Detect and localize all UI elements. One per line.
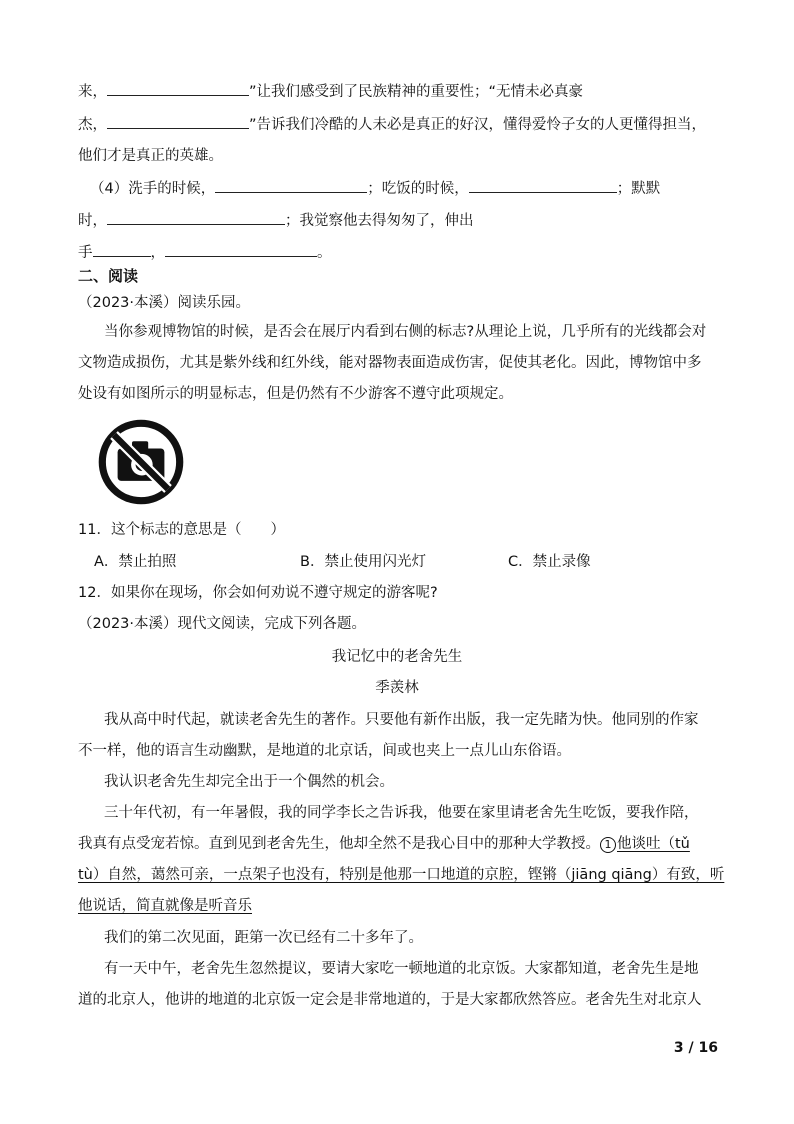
q4-text: ；默默 bbox=[616, 181, 661, 197]
no-camera-sign-icon bbox=[96, 417, 186, 507]
answer-blank[interactable] bbox=[215, 178, 367, 193]
q11-option-c[interactable]: C．禁止录像 bbox=[508, 554, 591, 570]
paragraph-line: 三十年代初，有一年暑假，我的同学李长之告诉我，他要在家里请老舍先生吃饭，要我作陪， bbox=[104, 805, 699, 821]
q4-text: 手 bbox=[78, 245, 93, 261]
q4-text: ；我觉察他去得匆匆了，伸出 bbox=[285, 213, 474, 229]
underlined-line: 他说话，简直就像是听音乐 bbox=[78, 898, 252, 914]
underlined-text: 他谈吐（tǔ bbox=[617, 836, 690, 852]
q4-text: 时， bbox=[78, 213, 107, 229]
paragraph-line: 文物造成损伤，尤其是紫外线和红外线，能对器物表面造成伤害，促使其老化。因此，博物馆中多 bbox=[78, 355, 702, 371]
paragraph-line: 处设有如图所示的明显标志，但是仍然有不少游客不遵守此项规定。 bbox=[78, 386, 513, 402]
q4-text: ；吃饭的时候， bbox=[367, 181, 469, 197]
q3-line1-text: 来， bbox=[78, 84, 107, 100]
q4-line-2 bbox=[78, 210, 474, 231]
q4-text: 。 bbox=[317, 245, 332, 261]
q11-stem: 11．这个标志的意思是（ ） bbox=[78, 522, 285, 538]
q4-line-1 bbox=[90, 178, 660, 199]
paragraph-line bbox=[78, 834, 690, 854]
section-title: 二、阅读 bbox=[78, 267, 139, 285]
q12-stem: 12．如果你在现场，你会如何劝说不遵守规定的游客呢? bbox=[78, 585, 438, 601]
answer-blank[interactable] bbox=[107, 210, 285, 225]
circled-number: 1 bbox=[600, 837, 616, 853]
q3-line-2 bbox=[78, 114, 706, 135]
q3-line1-text-b: ”让我们感受到了民族精神的重要性；“无情未必真豪 bbox=[249, 84, 584, 100]
q3-line2-text-b: ”告诉我们冷酷的人未必是真正的好汉，懂得爱怜子女的人更懂得担当， bbox=[249, 117, 707, 133]
paragraph-line: 我们的第二次见面，距第一次已经有二十多年了。 bbox=[104, 930, 423, 946]
underlined-line: tù）自然，蔼然可亲，一点架子也没有，特别是他那一口地道的京腔，铿锵（jiāng qiāng）有致，听 bbox=[78, 867, 725, 883]
source-label: （2023·本溪）现代文阅读，完成下列各题。 bbox=[78, 616, 367, 632]
paragraph-line: 有一天中午，老舍先生忽然提议，要请大家吃一顿地道的北京饭。大家都知道，老舍先生是地 bbox=[104, 961, 699, 977]
q3-line2-text: 杰， bbox=[78, 117, 107, 133]
q3-line-1 bbox=[78, 81, 583, 102]
q4-text: ， bbox=[150, 245, 165, 261]
article-author: 季羡林 bbox=[375, 680, 419, 696]
paragraph-line: 当你参观博物馆的时候，是否会在展厅内看到右侧的标志?从理论上说，几乎所有的光线都会对 bbox=[104, 324, 707, 340]
answer-blank[interactable] bbox=[165, 242, 317, 257]
q11-option-a[interactable]: A．禁止拍照 bbox=[94, 554, 177, 570]
q4-line-3 bbox=[78, 242, 332, 263]
q11-option-b[interactable]: B．禁止使用闪光灯 bbox=[300, 554, 426, 570]
article-title: 我记忆中的老舍先生 bbox=[331, 649, 463, 665]
paragraph-line: 我从高中时代起，就读老舍先生的著作。只要他有新作出版，我一定先睹为快。他同别的作家 bbox=[104, 712, 699, 728]
q4-text: （4）洗手的时候， bbox=[90, 181, 216, 197]
q3-line-3: 他们才是真正的英雄。 bbox=[78, 148, 223, 164]
answer-blank[interactable] bbox=[107, 81, 249, 96]
page-number: 3 / 16 bbox=[673, 1040, 718, 1056]
answer-blank[interactable] bbox=[469, 178, 617, 193]
paragraph-line: 道的北京人，他讲的地道的北京饭一定会是非常地道的，于是大家都欣然答应。老舍先生对北京人 bbox=[78, 992, 702, 1008]
paragraph-line: 我认识老舍先生却完全出于一个偶然的机会。 bbox=[104, 774, 394, 790]
answer-blank[interactable] bbox=[107, 114, 249, 129]
paragraph-text: 我真有点受宠若惊。直到见到老舍先生，他却全然不是我心目中的那种大学教授。 bbox=[78, 836, 600, 852]
answer-blank[interactable] bbox=[93, 242, 151, 257]
source-label: （2023·本溪）阅读乐园。 bbox=[78, 295, 251, 311]
paragraph-line: 不一样，他的语言生动幽默，是地道的北京话，间或也夹上一点儿山东俗语。 bbox=[78, 743, 571, 759]
